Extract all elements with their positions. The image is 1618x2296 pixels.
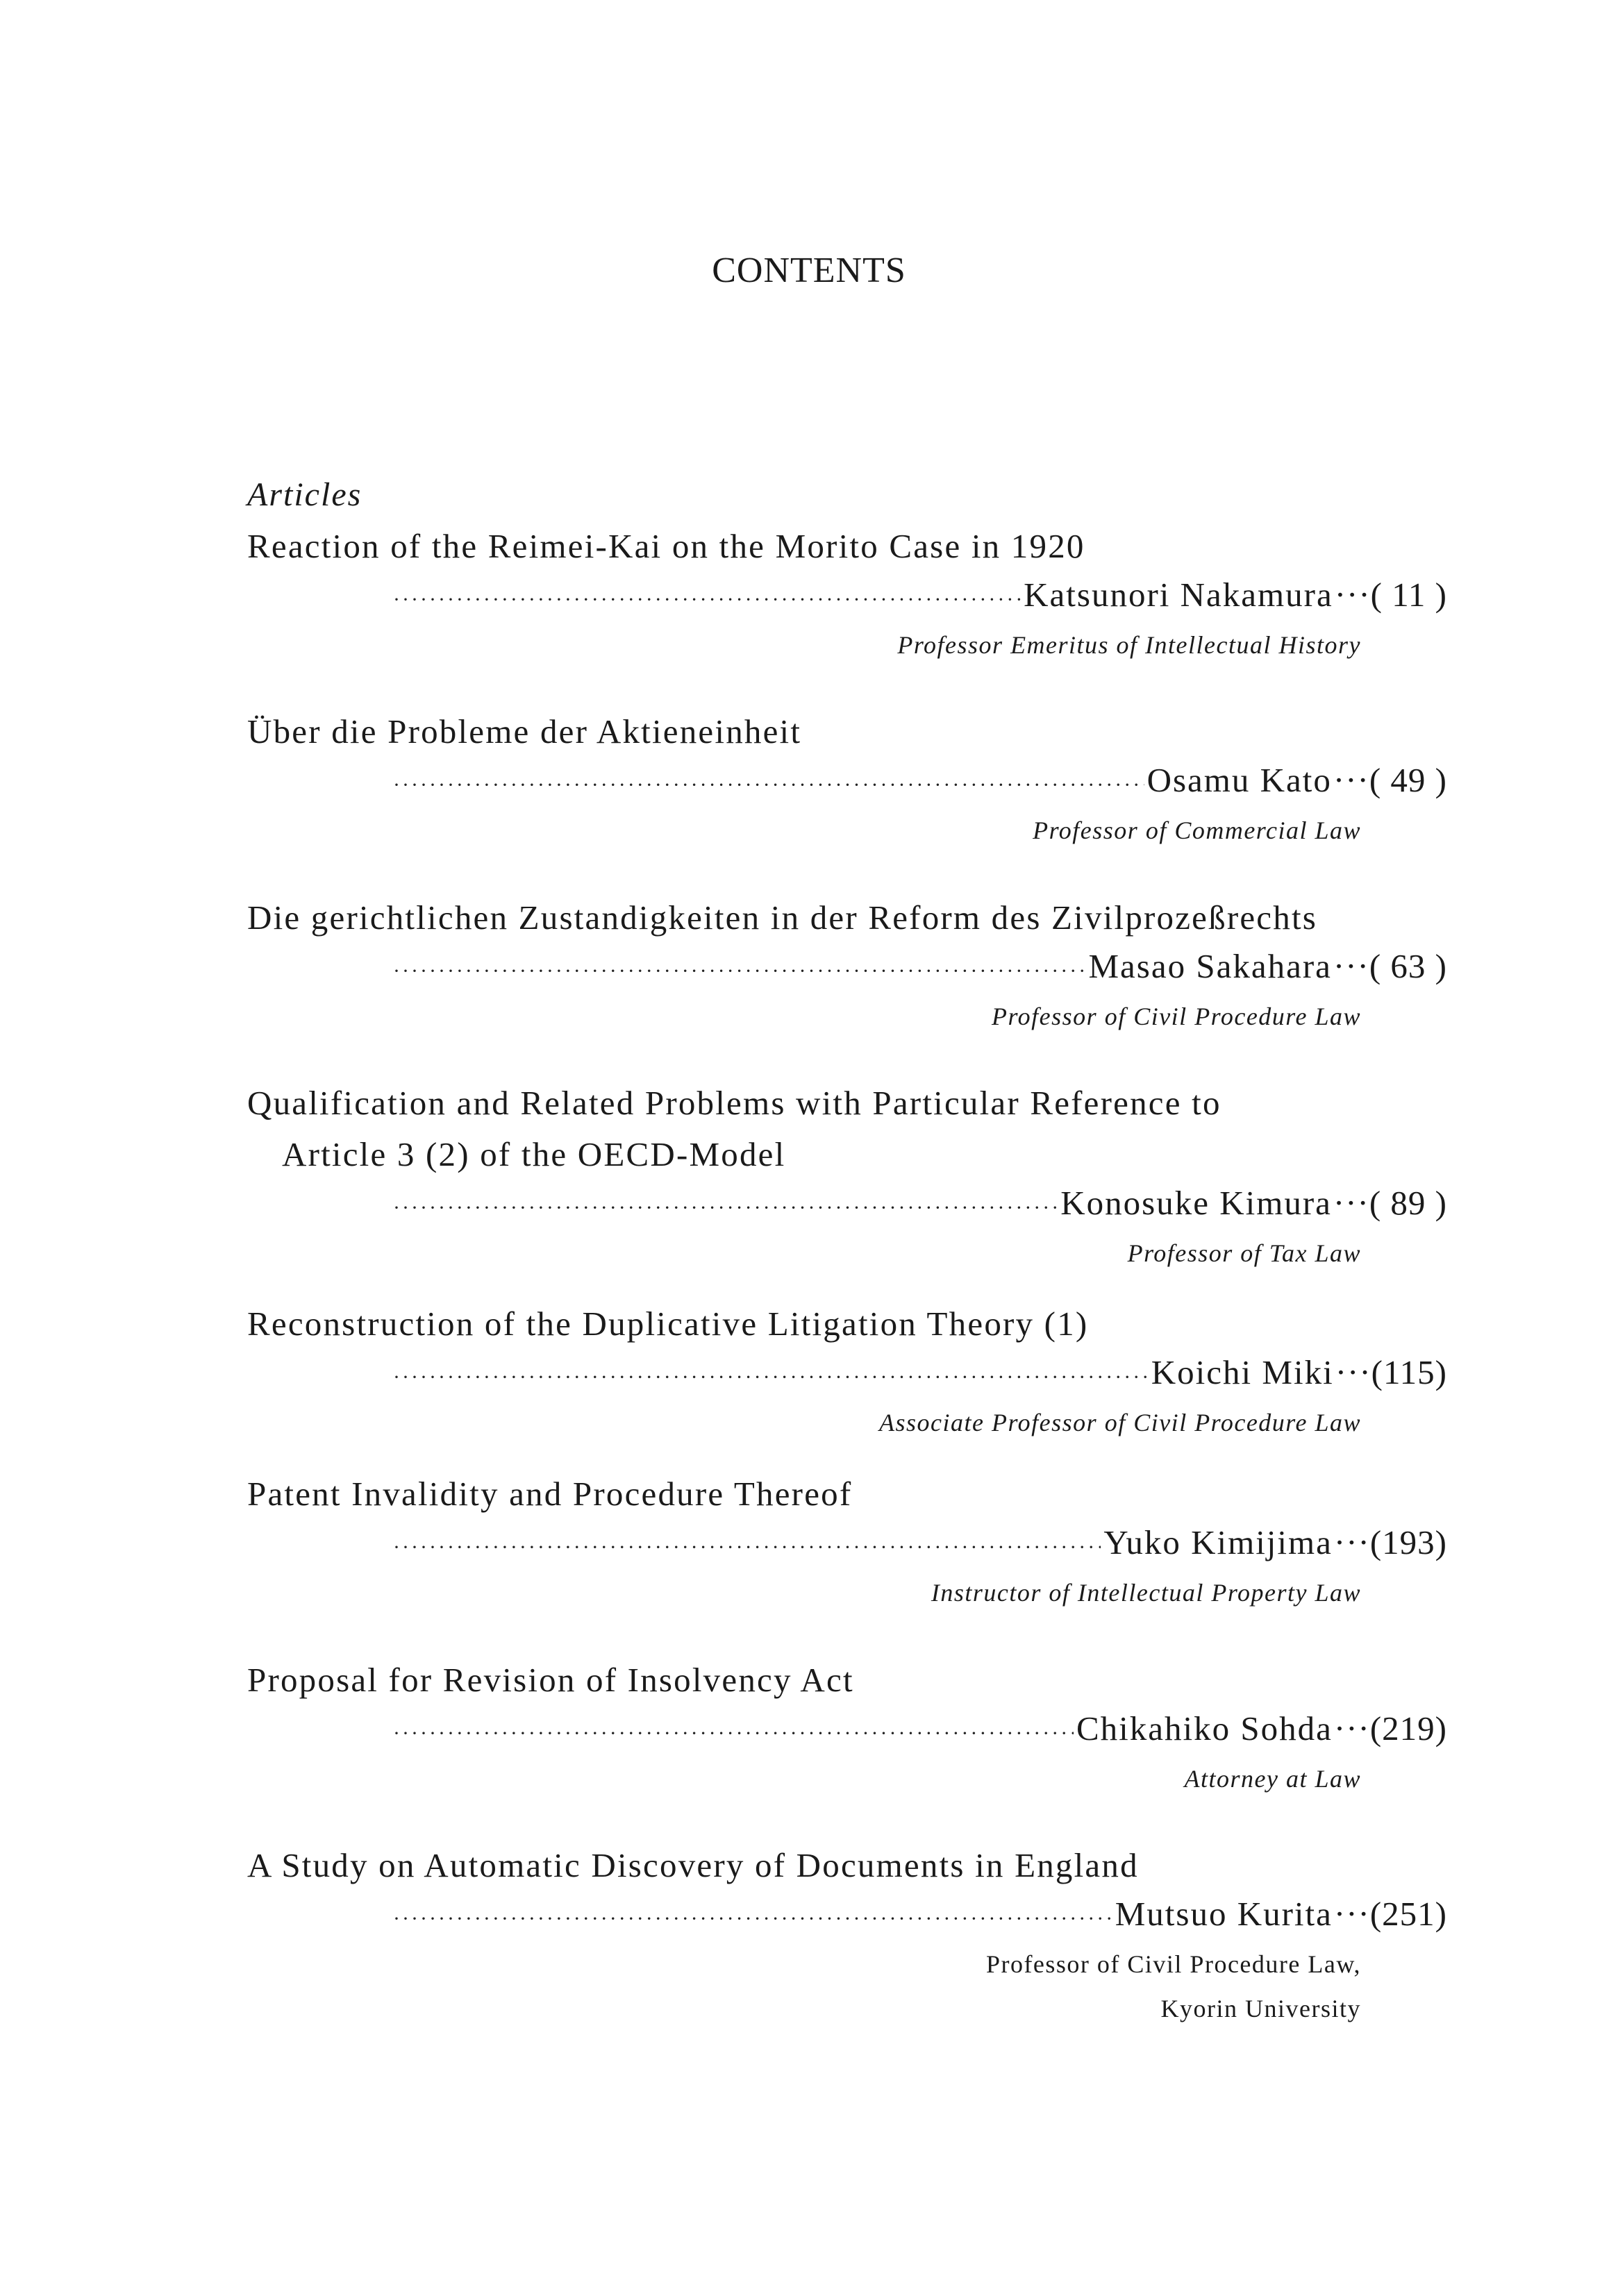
entry-title: Die gerichtlichen Zustandigkeiten in der Reform des Zivilprozeßrechts <box>247 898 1318 937</box>
entry-title: Über die Probleme der Aktieneinheit <box>247 712 802 751</box>
leader-line <box>393 944 1447 994</box>
entry-title-continuation: Article 3 (2) of the OECD-Model <box>282 1135 786 1173</box>
toc-entry[interactable] <box>247 1078 1456 1275</box>
toc-entry[interactable] <box>247 892 1456 1039</box>
entry-affiliation: Professor of Civil Procedure Law <box>992 1003 1361 1030</box>
entry-affiliation: Attorney at Law <box>1184 1765 1361 1793</box>
dot-leader <box>393 577 1021 623</box>
entry-title: Qualification and Related Problems with Particular Reference to <box>247 1084 1221 1122</box>
dot-leader <box>393 1896 1112 1942</box>
entry-title: Reconstruction of the Duplicative Litigation Theory (1) <box>247 1305 1089 1343</box>
entry-page-number: ···(219) <box>1333 1709 1447 1748</box>
entry-author: Masao Sakahara <box>1088 947 1332 985</box>
toc-entry[interactable] <box>247 1298 1456 1445</box>
entry-affiliation: Professor of Civil Procedure Law, <box>985 1950 1361 1978</box>
entry-author: Chikahiko Sohda <box>1076 1709 1333 1748</box>
dot-leader <box>393 1525 1101 1570</box>
entry-page-number: ···(115) <box>1335 1353 1447 1391</box>
dot-leader <box>393 948 1085 994</box>
section-label-articles: Articles <box>247 476 362 513</box>
entry-author: Koichi Miki <box>1151 1353 1334 1391</box>
dot-leader <box>393 1711 1074 1757</box>
entry-title: A Study on Automatic Discovery of Documents in England <box>247 1846 1139 1884</box>
toc-entry[interactable] <box>247 521 1456 667</box>
entry-affiliation: Professor of Commercial Law <box>1033 816 1361 844</box>
leader-line <box>393 1180 1447 1231</box>
entry-affiliation: Instructor of Intellectual Property Law <box>931 1579 1361 1607</box>
entry-title: Proposal for Revision of Insolvency Act <box>247 1661 854 1699</box>
leader-line <box>393 757 1447 808</box>
toc-entry[interactable] <box>247 1468 1456 1615</box>
entry-page-number: ···( 89 ) <box>1333 1184 1447 1222</box>
entry-page-number: ···(193) <box>1333 1523 1447 1561</box>
dot-leader <box>393 1185 1058 1231</box>
leader-line <box>393 1350 1447 1400</box>
dot-leader <box>393 762 1144 808</box>
entry-page-number: ···( 11 ) <box>1334 576 1447 614</box>
dot-leader <box>393 1355 1149 1400</box>
entry-affiliation: Professor of Tax Law <box>1127 1239 1361 1267</box>
entry-title: Patent Invalidity and Procedure Thereof <box>247 1475 853 1513</box>
toc-entry[interactable] <box>247 706 1456 853</box>
entry-author: Osamu Kato <box>1146 761 1332 799</box>
entry-page-number: ···(251) <box>1333 1895 1447 1933</box>
entry-author: Konosuke Kimura <box>1060 1184 1332 1222</box>
entry-affiliation-institution: Kyorin University <box>1160 1995 1361 2022</box>
page-title: CONTENTS <box>712 251 906 290</box>
entry-affiliation: Associate Professor of Civil Procedure Law <box>879 1409 1361 1436</box>
leader-line <box>393 1706 1447 1757</box>
leader-line <box>393 572 1447 623</box>
entry-page-number: ···( 63 ) <box>1333 947 1447 985</box>
leader-line <box>393 1891 1447 1942</box>
entry-author: Katsunori Nakamura <box>1024 576 1333 614</box>
entry-author: Mutsuo Kurita <box>1115 1895 1333 1933</box>
entry-page-number: ···( 49 ) <box>1333 761 1447 799</box>
entry-title: Reaction of the Reimei-Kai on the Morito Case in 1920 <box>247 527 1085 565</box>
entry-affiliation: Professor Emeritus of Intellectual History <box>897 631 1361 659</box>
entry-author: Yuko Kimijima <box>1103 1523 1333 1561</box>
toc-entry[interactable] <box>247 1840 1456 2031</box>
leader-line <box>393 1520 1447 1570</box>
toc-entry[interactable] <box>247 1654 1456 1801</box>
